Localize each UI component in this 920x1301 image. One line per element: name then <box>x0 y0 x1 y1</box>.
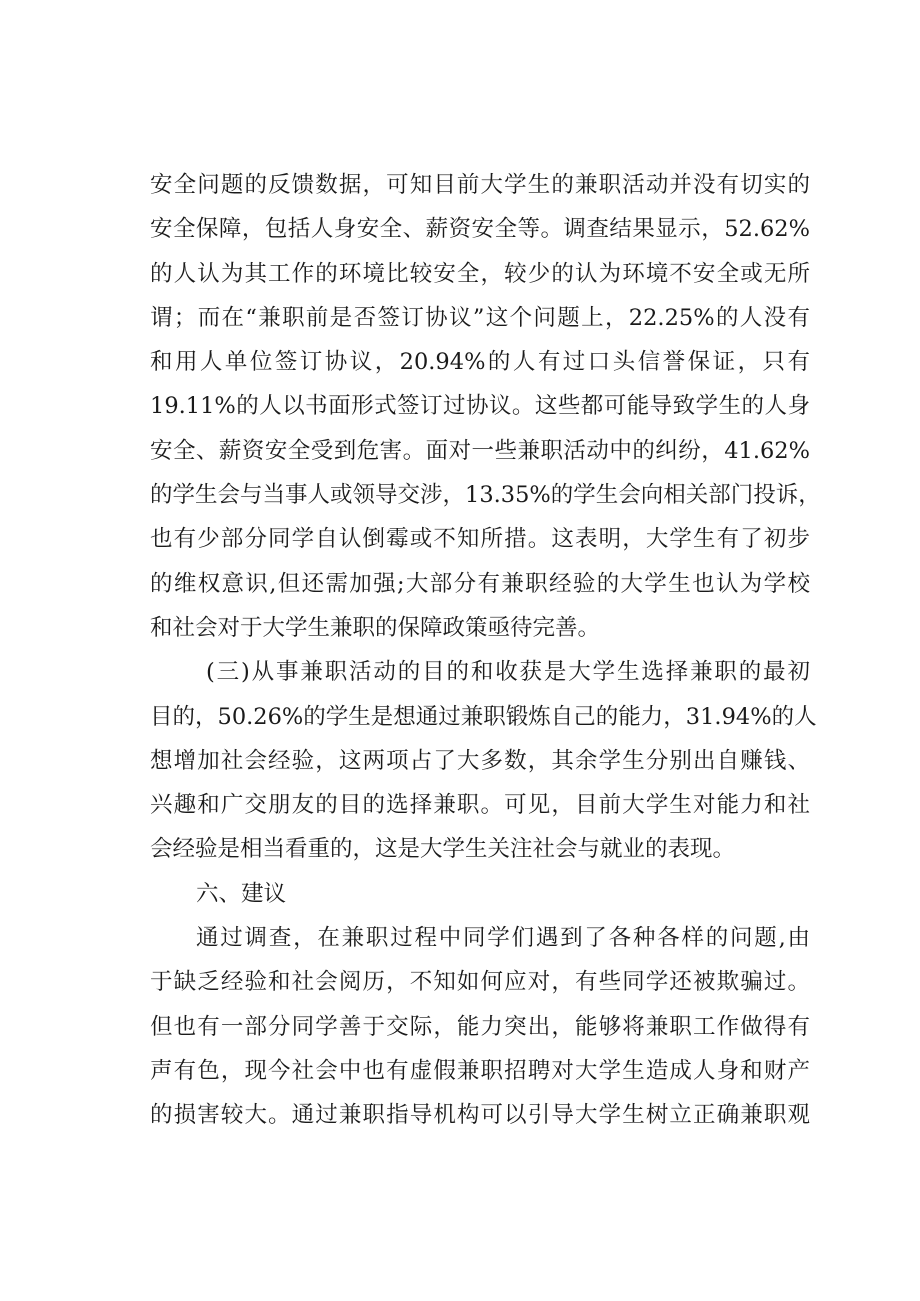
text-line: 兴趣和广交朋友的目的选择兼职。可见，目前大学生对能力和社 <box>150 792 810 819</box>
text-line: 和社会对于大学生兼职的保障政策亟待完善。 <box>150 614 601 641</box>
paragraph-first-line: 通过调查，在兼职过程中同学们遇到了各种各样的问题,由 <box>196 925 810 952</box>
text-line: 谓；而在“兼职前是否签订协议”这个问题上，22.25%的人没有 <box>150 304 810 331</box>
text-line: 会经验是相当看重的，这是大学生关注社会与就业的表现。 <box>150 836 736 863</box>
text-line: 的人认为其工作的环境比较安全，较少的认为环境不安全或无所 <box>150 260 810 287</box>
text-line: 和用人单位签订协议，20.94%的人有过口头信誉保证，只有 <box>150 349 810 376</box>
text-line: 安全问题的反馈数据，可知目前大学生的兼职活动并没有切实的 <box>150 172 810 198</box>
text-line: 的维权意识,但还需加强;大部分有兼职经验的大学生也认为学校 <box>150 570 810 597</box>
text-line: 的学生会与当事人或领导交涉，13.35%的学生会向相关部门投诉， <box>150 482 821 509</box>
body-text <box>150 163 821 1138</box>
text-line: 目的，50.26%的学生是想通过兼职锻炼自己的能力，31.94%的人 <box>150 703 817 730</box>
text-line: 安全保障，包括人身安全、薪资安全等。调查结果显示，52.62% <box>150 216 810 243</box>
text-line: 安全、薪资安全受到危害。面对一些兼职活动中的纠纷，41.62% <box>150 437 810 464</box>
text-line: 想增加社会经验，这两项占了大多数，其余学生分别出自赚钱、 <box>150 747 810 774</box>
text-line: 也有少部分同学自认倒霉或不知所措。这表明，大学生有了初步 <box>150 526 810 553</box>
text-line: 于缺乏经验和社会阅历，不知如何应对，有些同学还被欺骗过。 <box>150 969 810 996</box>
section-three-first-line: (三)从事兼职活动的目的和收获是大学生选择兼职的最初 <box>206 659 810 686</box>
text-line: 声有色，现今社会中也有虚假兼职招聘对大学生造成人身和财产 <box>150 1057 810 1084</box>
text-line: 的损害较大。通过兼职指导机构可以引导大学生树立正确兼职观 <box>150 1102 810 1129</box>
text-line: 但也有一部分同学善于交际，能力突出，能够将兼职工作做得有 <box>150 1013 810 1040</box>
text-line: 19.11%的人以书面形式签订过协议。这些都可能导致学生的人身 <box>150 393 810 420</box>
section-heading: 六、建议 <box>196 880 287 907</box>
